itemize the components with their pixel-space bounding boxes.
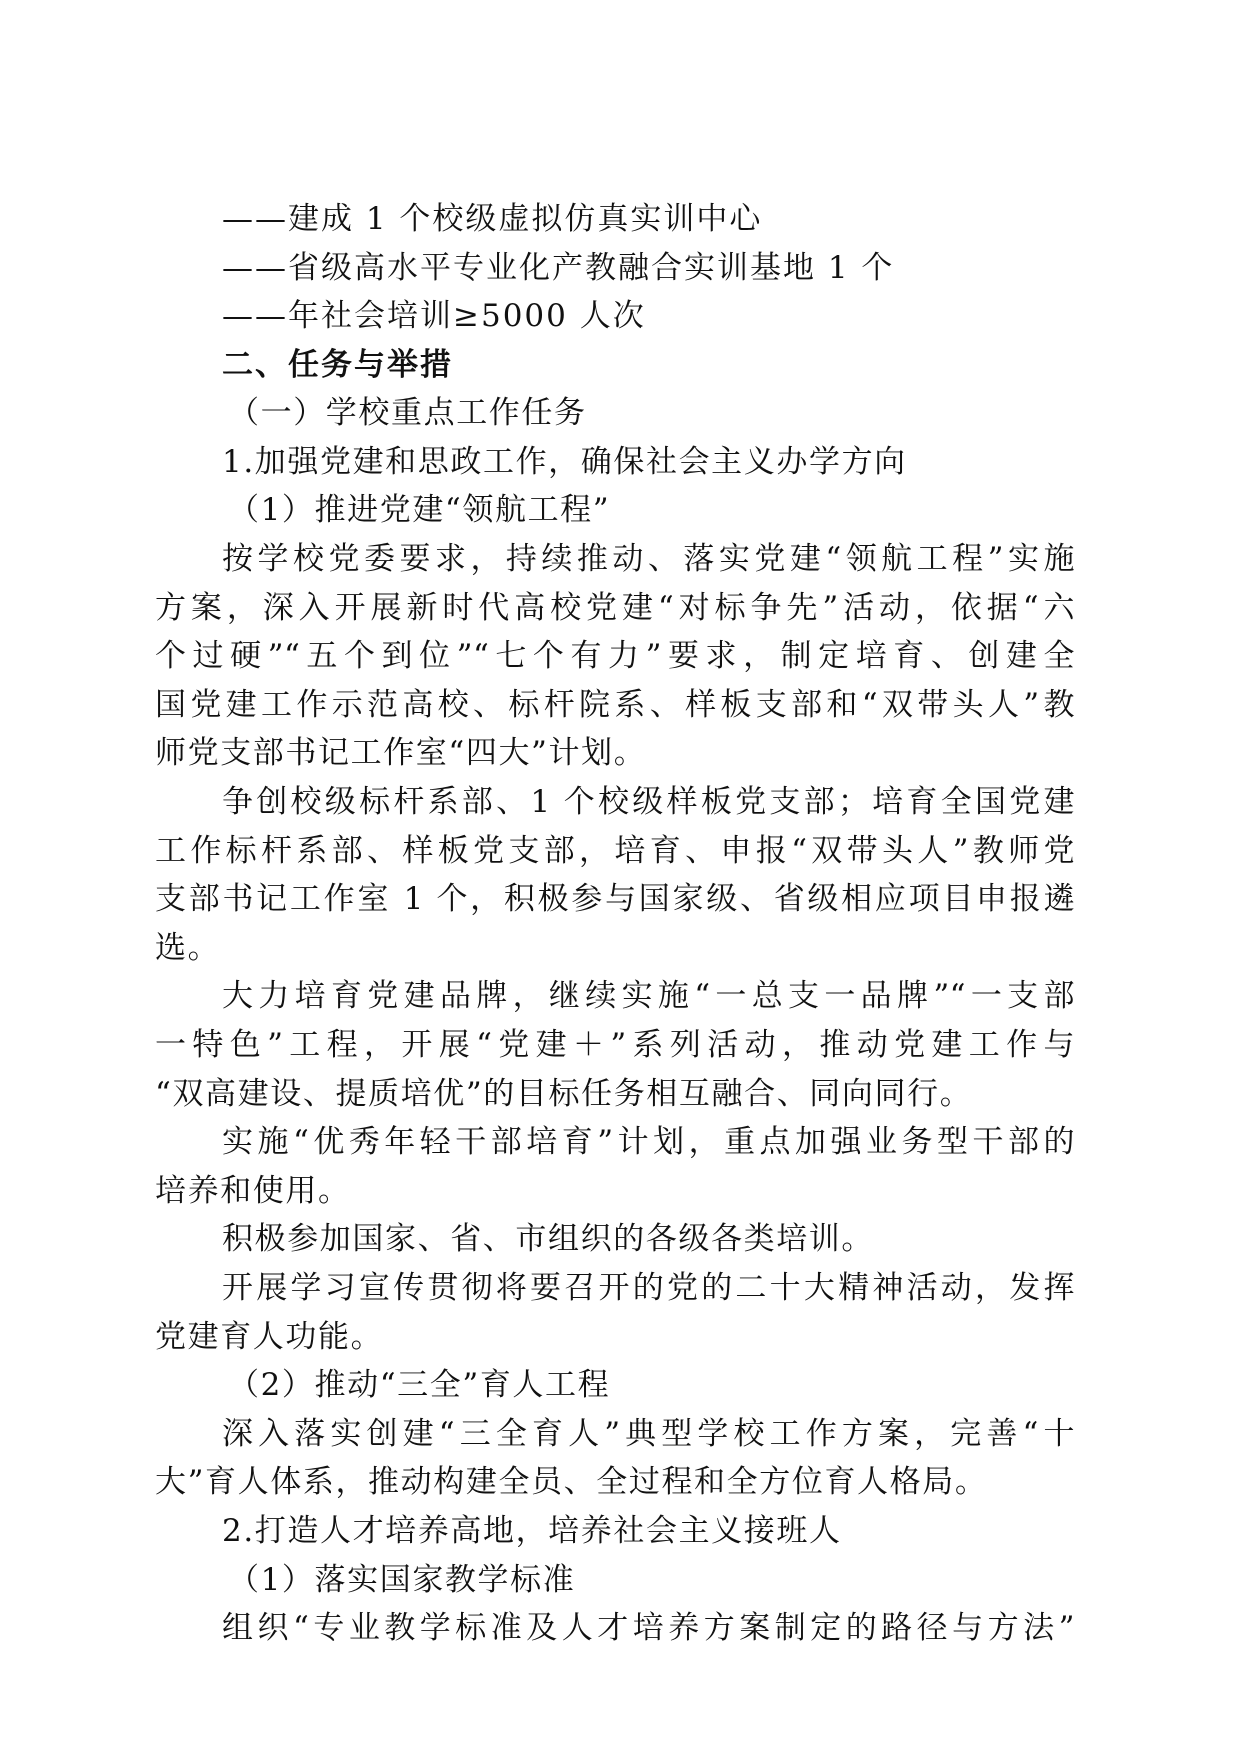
sub-item-title: （1）落实国家教学标准 [228,1562,576,1598]
paragraph-line: 方案，深入开展新时代高校党建“对标争先”活动，依据“六 [155,590,1075,626]
paragraph-line: 实施“优秀年轻干部培育”计划，重点加强业务型干部的 [222,1124,1075,1160]
paragraph-line: 支部书记工作室 1 个，积极参与国家级、省级相应项目申报遴 [155,881,1075,917]
paragraph-line: 深入落实创建“三全育人”典型学校工作方案，完善“十 [222,1416,1075,1452]
paragraph-line: 一特色”工程，开展“党建＋”系列活动，推动党建工作与 [155,1027,1075,1063]
paragraph-line: 培养和使用。 [155,1173,351,1209]
paragraph-line: 争创校级标杆系部、1 个校级样板党支部；培育全国党建 [222,784,1075,820]
paragraph-line: 积极参加国家、省、市组织的各级各类培训。 [222,1221,874,1257]
paragraph-line: “双高建设、提质培优”的目标任务相互融合、同向同行。 [155,1076,973,1112]
paragraph-line: 个过硬”“五个到位”“七个有力”要求，制定培育、创建全 [155,638,1075,674]
target-item: ——省级高水平专业化产教融合实训基地 1 个 [222,250,895,286]
paragraph-line: 师党支部书记工作室“四大”计划。 [155,735,647,771]
paragraph-line: 按学校党委要求，持续推动、落实党建“领航工程”实施 [222,541,1075,577]
item-title: 1.加强党建和思政工作，确保社会主义办学方向 [222,444,907,480]
target-item: ——建成 1 个校级虚拟仿真实训中心 [222,201,763,237]
sub-item-title: （2）推动“三全”育人工程 [228,1367,611,1403]
paragraph-line: 组织“专业教学标准及人才培养方案制定的路径与方法” [222,1610,1075,1646]
subsection-heading: （一）学校重点工作任务 [228,395,587,431]
paragraph-line: 大”育人体系，推动构建全员、全过程和全方位育人格局。 [155,1464,988,1500]
section-heading: 二、任务与举措 [222,347,453,383]
sub-item-title: （1）推进党建“领航工程” [228,492,611,528]
paragraph-line: 选。 [155,930,221,966]
item-title: 2.打造人才培养高地，培养社会主义接班人 [222,1513,842,1549]
paragraph-line: 党建育人功能。 [155,1319,384,1355]
paragraph-line: 大力培育党建品牌，继续实施“一总支一品牌”“一支部 [222,978,1075,1014]
paragraph-line: 工作标杆系部、样板党支部，培育、申报“双带头人”教师党 [155,833,1075,869]
paragraph-line: 开展学习宣传贯彻将要召开的党的二十大精神活动，发挥 [222,1270,1075,1306]
target-item: ——年社会培训≥5000 人次 [222,298,646,334]
paragraph-line: 国党建工作示范高校、标杆院系、样板支部和“双带头人”教 [155,687,1075,723]
